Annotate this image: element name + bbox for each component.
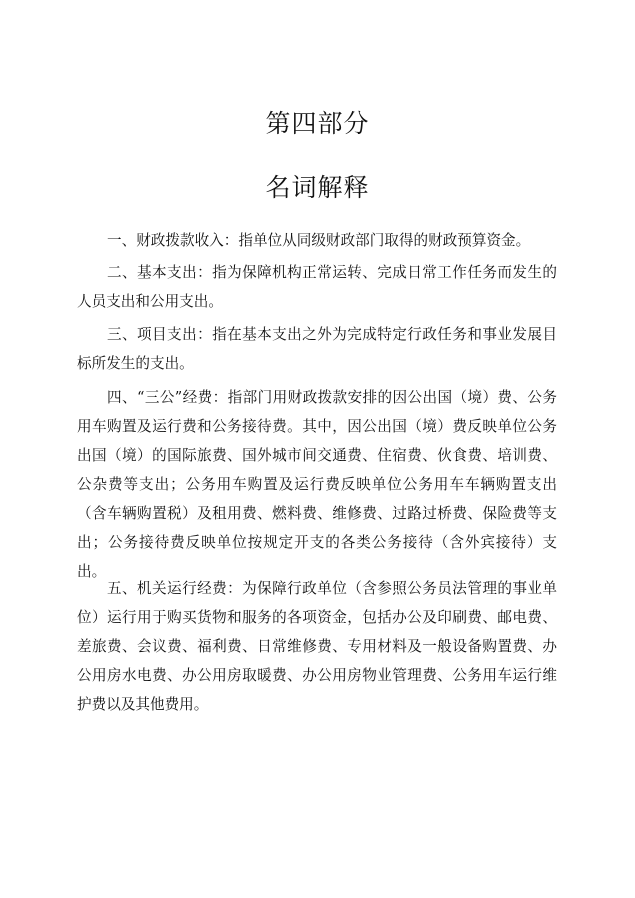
definition-office-operating-expenses: 五、机关运行经费：为保障行政单位（含参照公务员法管理的事业单位）运行用于购买货物和服务的各项资金，包括办公及印刷费、邮电费、差旅费、会议费、福利费、日常维修费、专用材料及一般设备购置费、办公用房水电费、办公用房取暖费、办公用房物业管理费、公务用车运行维护费以及其他费用。 (77, 580, 557, 713)
definition-basic-expenditure: 二、基本支出：指为保障机构正常运转、完成日常工作任务而发生的人员支出和公用支出。 (77, 264, 557, 310)
section-title: 名词解释 (265, 173, 370, 202)
definition-project-expenditure: 三、项目支出：指在基本支出之外为完成特定行政任务和事业发展目标所发生的支出。 (77, 326, 557, 372)
part-title: 第四部分 (265, 109, 370, 138)
definition-three-public-expenses: 四、“三公”经费：指部门用财政拨款安排的因公出国（境）费、公务用车购置及运行费和公务接待费。其中，因公出国（境）费反映单位公务出国（境）的国际旅费、国外城市间交通费、住宿费、伙食费、培训费、公杂费等支出；公务用车购置及运行费反映单位公务用车车辆购置支出（含车辆购置税）及租用费、燃料费、维修费、过路过桥费、保险费等支出；公务接待费反映单位按规定开支的各类公务接待（含外宾接待）支出。 (77, 389, 557, 580)
definition-fiscal-appropriation-income: 一、财政拨款收入：指单位从同级财政部门取得的财政预算资金。 (107, 232, 531, 249)
